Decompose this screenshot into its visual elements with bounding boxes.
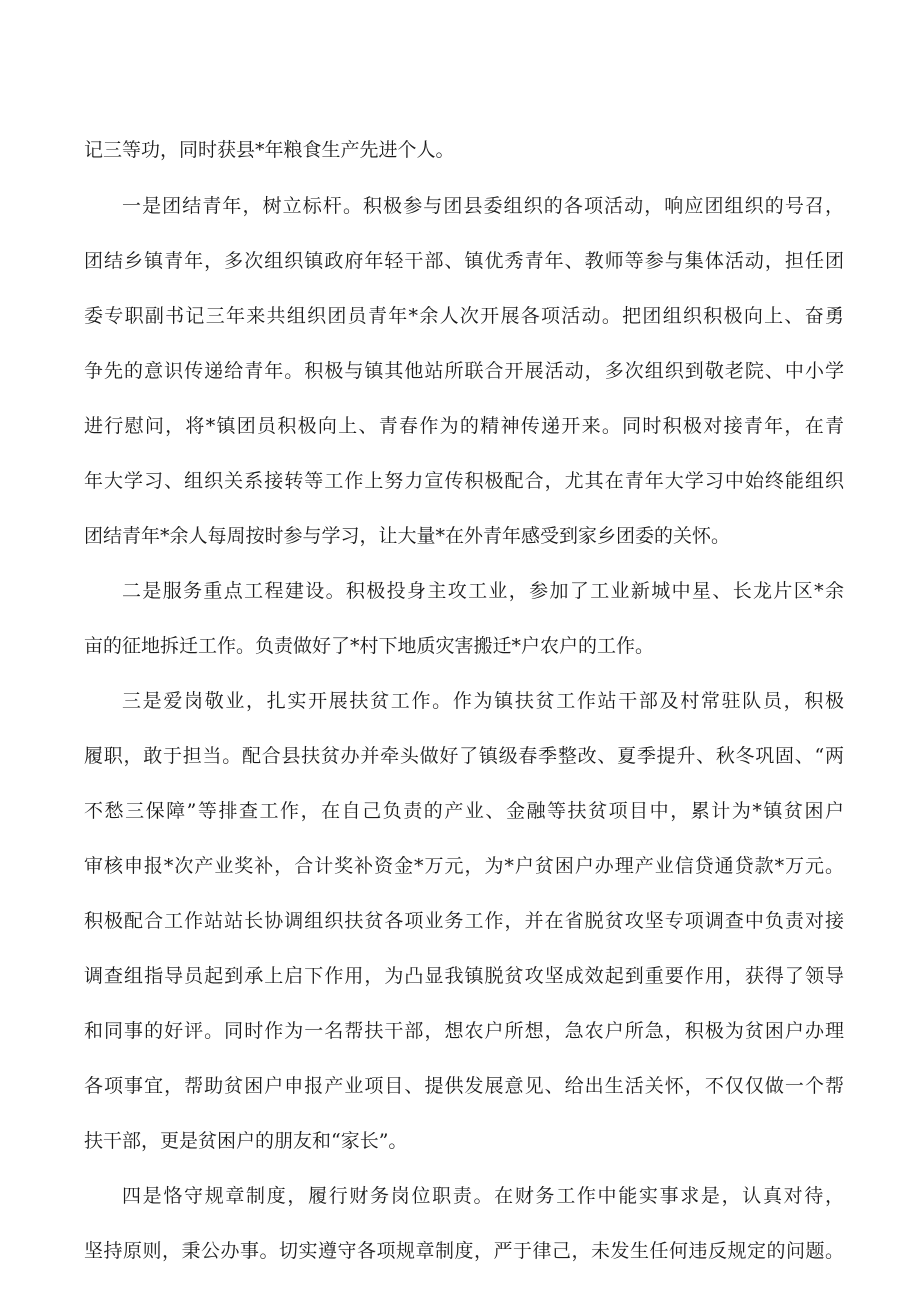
text-line: 坚持原则，秉公办事。切实遵守各项规章制度，严于律己，未发生任何违反规定的问题。 bbox=[84, 1240, 844, 1262]
text-line: 调查组指导员起到承上启下作用，为凸显我镇脱贫攻坚成效起到重要作用，获得了领导 bbox=[84, 965, 844, 987]
text-line: 亩的征地拆迁工作。负责做好了*村下地质灾害搬迁*户农户的工作。 bbox=[84, 635, 655, 657]
text-line: 履职，敢于担当。配合县扶贫办并牵头做好了镇级春季整改、夏季提升、秋冬巩固、“两 bbox=[84, 745, 844, 767]
text-line: 和同事的好评。同时作为一名帮扶干部，想农户所想，急农户所急，积极为贫困户办理 bbox=[84, 1020, 844, 1042]
text-line: 积极配合工作站站长协调组织扶贫各项业务工作，并在省脱贫攻坚专项调查中负责对接 bbox=[84, 910, 844, 932]
text-line: 扶干部，更是贫困户的朋友和“家长”。 bbox=[84, 1130, 408, 1152]
text-line: 年大学习、组织关系接转等工作上努力宣传积极配合，尤其在青年大学习中始终能组织 bbox=[84, 470, 844, 492]
paragraph-first-line: 三是爱岗敬业，扎实开展扶贫工作。作为镇扶贫工作站干部及村常驻队员，积极 bbox=[122, 690, 844, 712]
paragraph-first-line: 四是恪守规章制度，履行财务岗位职责。在财务工作中能实事求是，认真对待， bbox=[122, 1185, 844, 1207]
paragraph-first-line: 二是服务重点工程建设。积极投身主攻工业，参加了工业新城中星、长龙片区*余 bbox=[122, 580, 844, 602]
text-line: 委专职副书记三年来共组织团员青年*余人次开展各项活动。把团组织积极向上、奋勇 bbox=[84, 305, 844, 327]
text-line: 团结青年*余人每周按时参与学习，让大量*在外青年感受到家乡团委的关怀。 bbox=[84, 525, 731, 547]
text-line: 进行慰问，将*镇团员积极向上、青春作为的精神传递开来。同时积极对接青年，在青 bbox=[84, 415, 844, 437]
text-line: 审核申报*次产业奖补，合计奖补资金*万元，为*户贫困户办理产业信贷通贷款*万元。 bbox=[84, 855, 844, 877]
text-line: 记三等功，同时获县*年粮食生产先进个人。 bbox=[84, 139, 455, 161]
paragraph-first-line: 一是团结青年，树立标杆。积极参与团县委组织的各项活动，响应团组织的号召， bbox=[122, 195, 844, 217]
text-line: 各项事宜，帮助贫困户申报产业项目、提供发展意见、给出生活关怀，不仅仅做一个帮 bbox=[84, 1075, 844, 1097]
text-line: 团结乡镇青年，多次组织镇政府年轻干部、镇优秀青年、教师等参与集体活动，担任团 bbox=[84, 250, 844, 272]
text-line: 争先的意识传递给青年。积极与镇其他站所联合开展活动，多次组织到敬老院、中小学 bbox=[84, 360, 844, 382]
text-line: 不愁三保障”等排查工作，在自己负责的产业、金融等扶贫项目中，累计为*镇贫困户 bbox=[84, 800, 844, 822]
